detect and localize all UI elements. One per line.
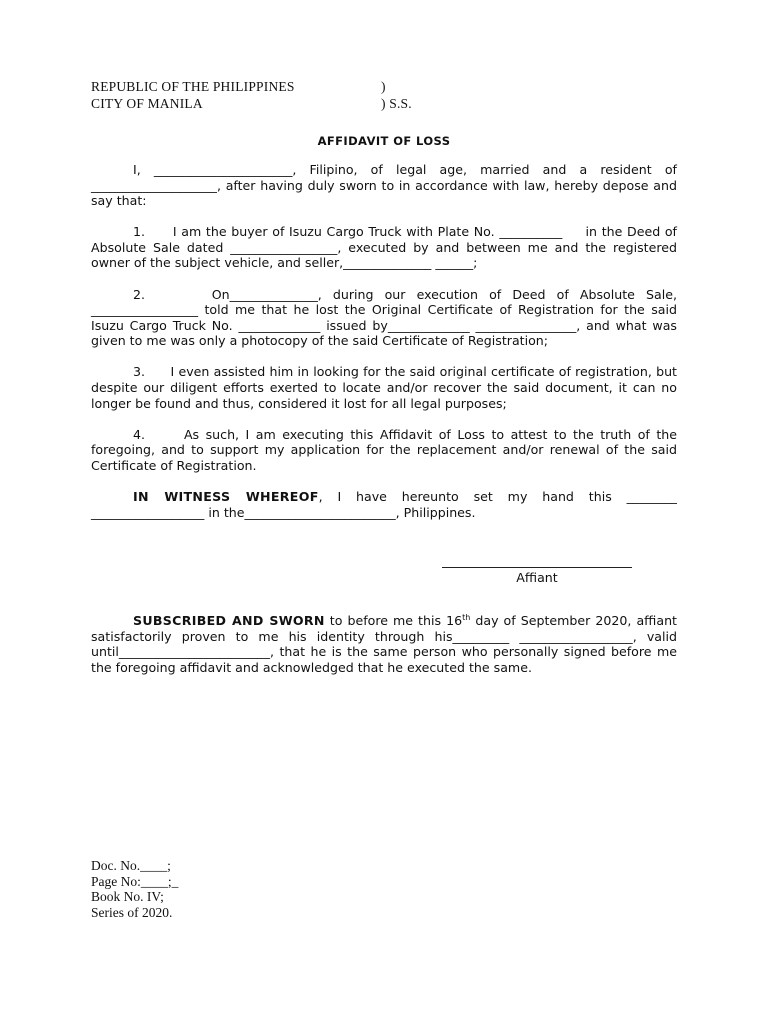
intro-paragraph: I, ______________________, Filipino, of legal age, married and a resident of ____________________, after having duly sworn to in accordance with law, hereby depose and say that: bbox=[91, 162, 677, 209]
book-no: Book No. IV; bbox=[91, 889, 164, 905]
document-header bbox=[91, 78, 677, 112]
subscribed-text-1: to before me this 16 bbox=[324, 613, 463, 629]
ordinal-suffix: th bbox=[462, 613, 471, 622]
document-title: AFFIDAVIT OF LOSS bbox=[317, 134, 451, 148]
paragraph-4: 4. As such, I am executing this Affidavit of Loss to attest to the truth of the foregoing, and to support my application for the replacement and/or renewal of the said Certificate of Registration. bbox=[91, 426, 677, 473]
witness-paragraph bbox=[91, 489, 677, 520]
header-bracket-1: ) bbox=[381, 79, 386, 94]
notarial-register bbox=[91, 858, 178, 921]
header-ss: ) S.S. bbox=[381, 96, 412, 111]
witness-heading: IN WITNESS WHEREOF bbox=[133, 489, 319, 504]
witness-text: , I have hereunto set my hand this ________ __________________ in the________________________, Philippines. bbox=[91, 489, 677, 520]
paragraph-1: 1. I am the buyer of Isuzu Cargo Truck with Plate No. __________ in the Deed of Absolute Sale dated _________________, executed by and between me and the registered owner of the subject vehicle, and seller,______________ ______; bbox=[91, 224, 677, 271]
doc-no: Doc. No.____; bbox=[91, 858, 171, 873]
affidavit-document bbox=[91, 78, 677, 691]
header-republic: REPUBLIC OF THE PHILIPPINES bbox=[91, 79, 295, 94]
header-row-2 bbox=[91, 95, 677, 112]
header-city: CITY OF MANILA bbox=[91, 96, 203, 111]
paragraph-2: 2. On______________, during our execution of Deed of Absolute Sale, _________________ told me that he lost the Original Certificate of Registration for the said Isuzu Cargo Truck No. _____________ issued by_____________ ________________, and what was given to me was only a photocopy of the said Certificate of Registration; bbox=[91, 286, 677, 349]
subscribed-text-2: day of September 2020, affiant satisfactorily proven to me his identity through his_________ __________________, valid until________________________, that he is the same person who personally signed before me the foregoing affidavit and acknowledged that he executed the same. bbox=[91, 613, 677, 675]
signature-line bbox=[442, 567, 632, 568]
series: Series of 2020. bbox=[91, 905, 173, 921]
subscribed-paragraph bbox=[91, 613, 677, 675]
subscribed-heading: SUBSCRIBED AND SWORN bbox=[133, 613, 325, 629]
signature-block bbox=[91, 548, 677, 588]
affiant-label: Affiant bbox=[516, 570, 558, 586]
header-row-1 bbox=[91, 78, 677, 95]
page-no: Page No:____;_ bbox=[91, 873, 179, 889]
paragraph-3: 3. I even assisted him in looking for the said original certificate of registration, but despite our diligent efforts exerted to locate and/or recover the said document, it can no longer be found and thus, considered it lost for all legal purposes; bbox=[91, 364, 677, 411]
